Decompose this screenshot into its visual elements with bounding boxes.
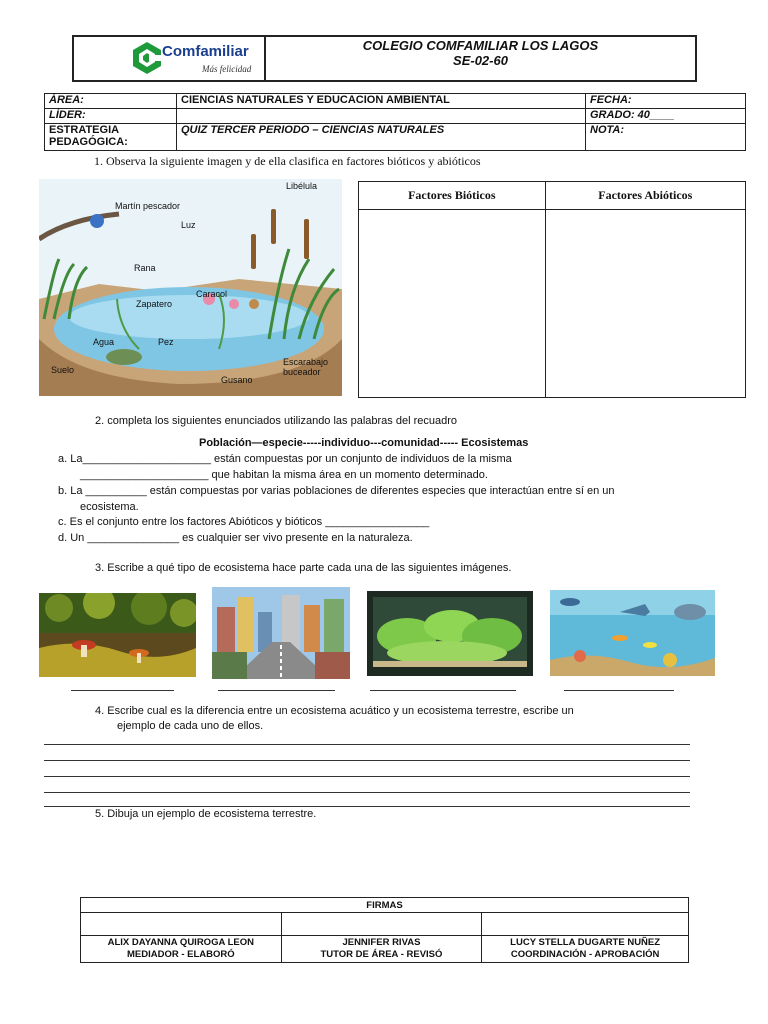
label-luz: Luz bbox=[181, 220, 196, 230]
statement-b-line2: ecosistema. bbox=[80, 501, 139, 513]
statement-c: c. Es el conjunto entre los factores Abióticos y bióticos _________________ bbox=[58, 516, 430, 528]
comfamiliar-logo-icon bbox=[132, 41, 162, 75]
writing-line[interactable] bbox=[44, 792, 690, 793]
question-3: 3. Escribe a qué tipo de ecosistema hace parte cada una de las siguientes imágenes. bbox=[95, 562, 512, 574]
logo-tagline: Más felicidad bbox=[202, 64, 252, 74]
label-suelo: Suelo bbox=[51, 365, 75, 375]
writing-line[interactable] bbox=[44, 806, 690, 807]
label-agua: Agua bbox=[93, 337, 115, 347]
answer-line-3[interactable] bbox=[370, 690, 516, 691]
estrategia-value: QUIZ TERCER PERIODO – CIENCIAS NATURALES bbox=[177, 124, 586, 151]
statement-a-line1: a. La_____________________ están compuestas por un conjunto de individuos de la misma bbox=[58, 453, 512, 465]
lider-value[interactable] bbox=[177, 109, 586, 124]
signatures-table bbox=[80, 897, 689, 963]
signer-3-role: COORDINACIÓN - APROBACIÓN bbox=[510, 949, 660, 960]
aquarium-image bbox=[367, 591, 533, 676]
signature-box-1[interactable] bbox=[81, 913, 282, 936]
cell-bioticos[interactable] bbox=[359, 210, 546, 398]
signer-1 bbox=[81, 936, 282, 963]
forest-illustration-icon bbox=[39, 593, 196, 677]
signature-box-3[interactable] bbox=[482, 913, 689, 936]
question-4-line1: 4. Escribe cual es la diferencia entre un ecosistema acuático y un ecosistema terrestre, escribe un bbox=[95, 705, 574, 717]
document-code: SE-02-60 bbox=[453, 53, 508, 68]
writing-line[interactable] bbox=[44, 760, 690, 761]
question-4-line2: ejemplo de cada uno de ellos. bbox=[117, 720, 264, 732]
ocean-image bbox=[550, 590, 715, 676]
document-header bbox=[72, 35, 697, 82]
header-title bbox=[266, 38, 695, 68]
statement-b-line1: b. La __________ están compuestas por varias poblaciones de diferentes especies que interactúan entre sí en un bbox=[58, 485, 615, 497]
label-libelula: Libélula bbox=[286, 181, 318, 191]
signature-box-2[interactable] bbox=[281, 913, 482, 936]
aquarium-illustration-icon bbox=[367, 591, 533, 676]
signer-2-role: TUTOR DE ÁREA - REVISÓ bbox=[320, 949, 443, 960]
ocean-illustration-icon bbox=[550, 590, 715, 676]
signer-1-role: MEDIADOR - ELABORÓ bbox=[126, 949, 235, 960]
statement-a-line2: _____________________ que habitan la misma área en un momento determinado. bbox=[80, 469, 488, 481]
grado-label: GRADO: 40____ bbox=[586, 109, 746, 124]
label-zapatero: Zapatero bbox=[136, 299, 173, 309]
word-box: Población—especie-----individuo---comunidad----- Ecosistemas bbox=[199, 437, 529, 449]
label-escarabajo: Escarabajo buceador bbox=[283, 357, 329, 377]
logo bbox=[74, 37, 266, 80]
nota-label: NOTA: bbox=[586, 124, 746, 151]
writing-line[interactable] bbox=[44, 776, 690, 777]
fecha-label: FECHA: bbox=[586, 94, 746, 109]
city-image bbox=[212, 587, 350, 679]
label-caracol: Caracol bbox=[196, 289, 228, 299]
header-abioticos: Factores Abióticos bbox=[545, 182, 745, 210]
pond-ecosystem-image bbox=[39, 179, 342, 396]
signer-2-name: JENNIFER RIVAS bbox=[342, 937, 421, 948]
area-value: CIENCIAS NATURALES Y EDUCACION AMBIENTAL bbox=[177, 94, 586, 109]
school-name: COLEGIO COMFAMILIAR LOS LAGOS bbox=[362, 38, 599, 53]
signer-2 bbox=[281, 936, 482, 963]
answer-line-2[interactable] bbox=[218, 690, 335, 691]
header-bioticos: Factores Bióticos bbox=[359, 182, 546, 210]
signer-3 bbox=[482, 936, 689, 963]
statement-d: d. Un _______________ es cualquier ser vivo presente en la naturaleza. bbox=[58, 532, 413, 544]
answer-line-4[interactable] bbox=[564, 690, 674, 691]
question-1: 1. Observa la siguiente imagen y de ella clasifica en factores bióticos y abióticos bbox=[94, 154, 481, 168]
info-table bbox=[44, 93, 746, 151]
writing-line[interactable] bbox=[44, 744, 690, 745]
signer-3-name: LUCY STELLA DUGARTE NUÑEZ bbox=[510, 937, 661, 948]
area-label: ÁREA: bbox=[45, 94, 177, 109]
city-illustration-icon bbox=[212, 587, 350, 679]
firmas-title: FIRMAS bbox=[81, 898, 689, 913]
answer-line-1[interactable] bbox=[71, 690, 174, 691]
cell-abioticos[interactable] bbox=[545, 210, 745, 398]
label-pez: Pez bbox=[158, 337, 174, 347]
label-rana: Rana bbox=[134, 263, 156, 273]
logo-name: Comfamiliar bbox=[162, 43, 249, 60]
label-martin-pescador: Martín pescador bbox=[115, 201, 181, 211]
factors-table bbox=[358, 181, 746, 398]
label-gusano: Gusano bbox=[221, 375, 253, 385]
signer-1-name: ALIX DAYANNA QUIROGA LEON bbox=[107, 937, 254, 948]
lider-label: LÍDER: bbox=[45, 109, 177, 124]
question-5: 5. Dibuja un ejemplo de ecosistema terrestre. bbox=[95, 808, 317, 820]
question-2: 2. completa los siguientes enunciados utilizando las palabras del recuadro bbox=[95, 415, 458, 427]
forest-image bbox=[39, 593, 196, 677]
estrategia-label: ESTRATEGIA PEDAGÓGICA: bbox=[45, 124, 177, 151]
